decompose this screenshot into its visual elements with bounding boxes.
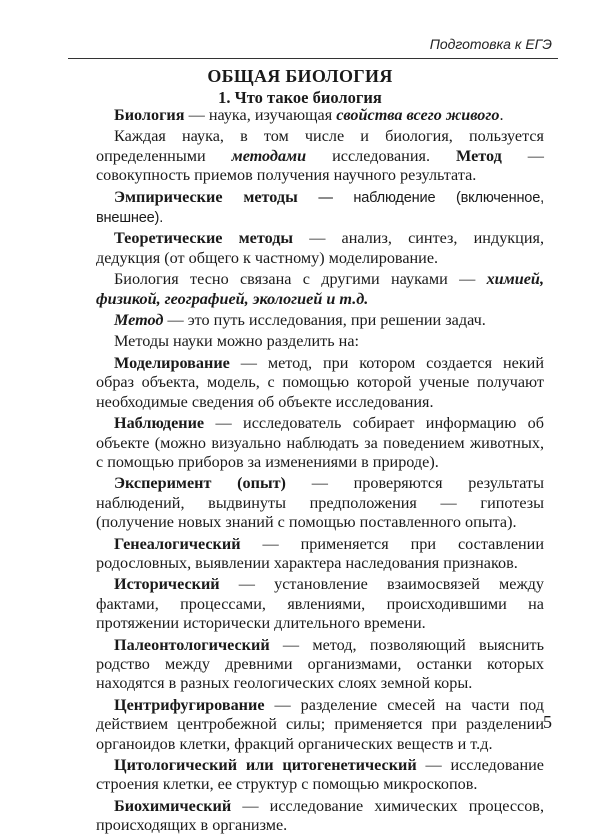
- text: — совокупность приемов получения научного результата.: [96, 146, 544, 185]
- term: Исторический: [114, 575, 220, 594]
- paragraph-genealogical: [96, 535, 544, 574]
- text: — установление взаимосвязей между фактами, процессами, явлениями, происходившими на протяжении исторически длительного времени.: [96, 575, 544, 633]
- term: Наблюдение: [114, 414, 205, 433]
- term: Генеалогический: [114, 534, 241, 553]
- term: Эксперимент (опыт): [114, 474, 286, 493]
- paragraph-method-division: [96, 332, 544, 351]
- running-header: Подготовка к ЕГЭ: [429, 36, 552, 52]
- text: — наука, изучающая: [184, 106, 337, 124]
- paragraph-observation: [96, 414, 544, 472]
- text: — метод, позволяющий выяснить родство между древними организмами, останки которых находятся в разных геологических слоях земной коры.: [96, 635, 544, 693]
- emphasis: свойства всего живого: [336, 106, 500, 124]
- paragraph-experiment: [96, 474, 544, 532]
- paragraph-method-definition: [96, 311, 544, 330]
- emphasis: методами: [231, 146, 307, 165]
- text: Каждая наука, в том числе и биология, пользуется определенными: [96, 127, 544, 165]
- text: Биология тесно связана с другими науками —: [114, 270, 487, 289]
- term: Цитологический или цитогенетический: [114, 756, 417, 774]
- paragraph-biology: [96, 106, 544, 125]
- paragraph-theoretical: [96, 229, 544, 268]
- emphasis: химией, физикой, географией, экологией и т.д.: [96, 270, 544, 308]
- paragraph-related-sciences: [96, 270, 544, 309]
- text: — метод, при котором создается некий образ объекта, модель, с помощью которой ученые получают необходимые сведения об объекте исследования.: [96, 353, 544, 411]
- text: — разделение смесей на части под действием центробежной силы; применяется при разделении органоидов клетки, фракций органических веществ и т.д.: [96, 695, 544, 753]
- term: Эмпирические методы: [114, 187, 298, 206]
- text: .: [499, 106, 504, 124]
- text: — исследование строения клетки, ее структур с помощью микроскопов.: [96, 756, 544, 794]
- text: — наблюдение (включенное, внешнее).: [96, 189, 544, 227]
- paragraph-methods-intro: [96, 127, 544, 185]
- text: — это путь исследования, при решении задач.: [163, 311, 486, 330]
- text: — анализ, синтез, индукция, дедукция (от общего к частному) моделирование.: [96, 229, 544, 267]
- term: Метод: [456, 146, 502, 165]
- page-title: ОБЩАЯ БИОЛОГИЯ: [207, 66, 393, 86]
- paragraph-centrifugation: [96, 696, 544, 754]
- paragraph-empirical: [96, 188, 544, 229]
- text: — исследователь собирает информацию об объекте (можно визуально наблюдать за поведением животных, с помощью приборов за изменениями в природе).: [96, 414, 544, 471]
- term: Палеонтологический: [114, 635, 270, 654]
- term: Биохимический: [114, 796, 232, 815]
- section-title: 1. Что такое биология: [218, 88, 382, 107]
- page-number: 5: [543, 712, 552, 732]
- text: — применяется при составлении родословных, выявлении характера наследования признаков.: [96, 534, 544, 572]
- term: Моделирование: [114, 353, 230, 372]
- paragraph-modeling: [96, 354, 544, 412]
- text: — исследование химических процессов, происходящих в организме.: [96, 796, 544, 835]
- paragraph-paleontological: [96, 636, 544, 694]
- paragraph-cytological: [96, 756, 544, 795]
- body-text: [96, 106, 544, 838]
- paragraph-historical: [96, 575, 544, 633]
- text: — проверяются результаты наблюдений, выдвинуты предположения — гипотезы (получение новых знаний с помощью поставленного опыта).: [96, 474, 544, 532]
- text: исследования.: [306, 146, 456, 165]
- term: Биология: [114, 106, 185, 124]
- emphasis: Метод: [114, 311, 164, 330]
- text: Методы науки можно разделить на:: [114, 332, 360, 351]
- header-divider: [68, 58, 558, 59]
- paragraph-biochemical: [96, 797, 544, 836]
- term: Теоретические методы: [114, 229, 294, 248]
- term: Центрифугирование: [114, 695, 265, 714]
